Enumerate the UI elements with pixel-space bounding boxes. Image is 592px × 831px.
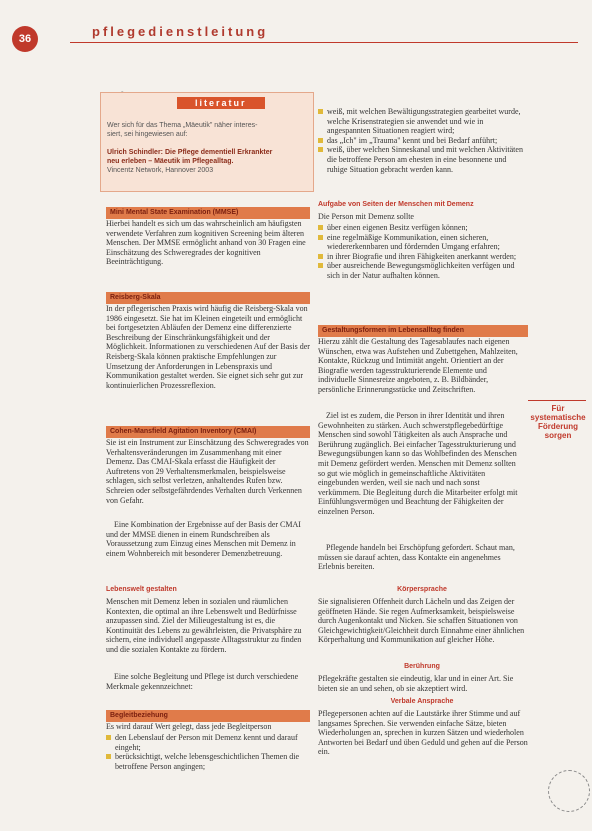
section-title: Aufgabe von Seiten der Menschen mit Demenz xyxy=(318,201,474,208)
margin-note: Für systematische Förderung sorgen xyxy=(530,404,586,440)
paragraph: Menschen mit Demenz leben in sozialen und räumlichen Kontexten, die optimal an ihre Lebenswelt und Bedürfnisse anzupassen sind. Ziel der Milieugestaltung ist es, die Kontinuität des Lebens zu gewährleisten, die Privatsphäre zu sichern, eine individuell angepasste Alltagsstruktur zu finden und die sozialen Kontakte zu fördern. xyxy=(106,597,302,654)
paragraph: Pflegekräfte gestalten sie eindeutig, klar und in einer Art. Sie bieten sie an und sehen, ob sie akzeptiert wird. xyxy=(318,674,514,693)
literature-title: literatur xyxy=(177,97,265,109)
section-title: Körpersprache xyxy=(397,586,447,593)
list-item: eine regelmäßige Kommunikation, einen sicheren, wiedererkennbaren und fördernden Umgang erfahren; xyxy=(318,233,528,252)
list-item: weiß, mit welchen Bewältigungsstrategien gearbeitet wurde, welche Krisenstrategien sie anwendet und wie in angespannten Situationen reagiert wird; xyxy=(318,107,528,136)
paragraph: Ziel ist es zudem, die Person in ihrer Identität und ihren Gewohnheiten zu stärken. Auch schwerstpflegebedürftige Menschen sind sowohl Tätigkeiten als auch Ansprache und Berührung zugänglich. Bei einfacher Tagesstrukturierung und Bewegungsübungen kann so das Wohlbefinden des Menschen mit Demenz gefördert werden. Menschen mit Demenz sollten so gut wie möglich in gemeinschaftliche Aktivitäten eingebunden werden, weil sie nach und nach sonst verkümmern. Die Begleitung durch die Mitarbeiter erfolgt mit Einfühlungsvermögen und Beachtung der Fähigkeiten der einzelnen Person. xyxy=(318,411,518,516)
library-stamp xyxy=(548,770,590,812)
paragraph: In der pflegerischen Praxis wird häufig die Reisberg-Skala von 1986 eingesetzt. Sie hat im Kleinen eingeteilt und ermöglicht bei fortgesetzten Abläufen der Demenz eine differenzierte Beschreibung der Einschränkungsfähigkeit und der Möglichkeit. Informationen zu verschiedenen Auf der Basis der Reisberg-Skala können praktische Empfehlungen zur Umsetzung der Anforderungen in Lebenspraxis und Kommunikation gestaltet werden. Sie eignet sich sehr gut zur kontinuierlichen Prozessreflexion. xyxy=(106,304,310,390)
list-item: weiß, über welchen Sinneskanal und mit welchen Aktivitäten die betroffene Person am ehesten in eine besonnene und ruhige Situation gebracht werden kann. xyxy=(318,145,528,174)
running-title: pflegedienstleitung xyxy=(92,24,269,39)
list-item: über ausreichende Bewegungsmöglichkeiten verfügen und sich in der Natur aufhalten können. xyxy=(318,261,528,280)
section-title: Lebenswelt gestalten xyxy=(106,586,177,593)
paragraph: Eine Kombination der Ergebnisse auf der Basis der CMAI und der MMSE dienen in einem Rundschreiben als Voraussetzung zum Einzug eines Menschen mit Demenz in einem Wohnbereich mit besonderer Demenzbetreuung. xyxy=(106,520,301,558)
paragraph: Hierbei handelt es sich um das wahrscheinlich am häufigsten verwendete Verfahren zum kognitiven Screening beim älteren Menschen. Der MMSE ermöglicht anhand von 30 Fragen eine Einschätzung des Schweregrades der kognitiven Beeinträchtigung. xyxy=(106,219,306,267)
page-number-badge: 36 xyxy=(12,26,38,52)
section-title: Begleitbeziehung xyxy=(106,710,310,722)
paragraph: Sie ist ein Instrument zur Einschätzung des Schweregrades von Verhaltensveränderungen im Zusammenhang mit einer Demenz. Das CMAI-Skala erfasst die Häufigkeit der Auftretens von 29 Verhaltensmerkmalen, beispielsweise schlagen, sich selbst verletzen, anhaltendes Rufen bzw. Schreien oder selbstgefährdendes Verhalten durch Verkennen von Gefahr. xyxy=(106,438,309,505)
list-item: über einen eigenen Besitz verfügen können; xyxy=(318,223,528,233)
section-title: Verbale Ansprache xyxy=(390,698,454,705)
paragraph: Pflegepersonen achten auf die Lautstärke ihrer Stimme und auf langsames Sprechen. Sie verwenden einfache Sätze, bieten Wiederholungen an, sprechen in kurzen Sätzen und wiederholen Antworten bei Bedarf und üben Geduld und gehen auf die Person ein. xyxy=(318,709,528,757)
list-item: berücksichtigt, welche lebensgeschichtlichen Themen die betroffene Person angingen; xyxy=(106,752,310,771)
bullet-list xyxy=(318,107,528,174)
paragraph: Eine solche Begleitung und Pflege ist durch verschiedene Merkmale gekennzeichnet: xyxy=(106,672,299,691)
header-divider xyxy=(70,42,578,43)
margin-note-rule xyxy=(528,400,586,401)
paragraph: Pflegende handeln bei Erschöpfung gefordert. Schaut man, müssen sie darauf achten, dass Kontakte ein angenehmes Erlebnis bereiten. xyxy=(318,543,515,572)
list-item: in ihrer Biografie und ihren Fähigkeiten anerkannt werden; xyxy=(318,252,528,262)
section-title: Berührung xyxy=(404,663,440,670)
section-title: Mini Mental State Examination (MMSE) xyxy=(106,207,310,219)
literature-line: Ulrich Schindler: Die Pflege dementiell Erkrankter xyxy=(107,149,273,156)
section-title: Gestaltungsformen im Lebensalltag finden xyxy=(318,325,528,337)
paragraph: Es wird darauf Wert gelegt, dass jede Begleitperson xyxy=(106,722,272,731)
section-title: Reisberg-Skala xyxy=(106,292,310,304)
literature-box xyxy=(100,92,314,192)
paragraph: Die Person mit Demenz sollte xyxy=(318,212,414,221)
literature-line: neu erleben – Mäeutik im Pflegealltag. xyxy=(107,158,234,165)
section-title: Cohen-Mansfield Agitation Inventory (CMAI) xyxy=(106,426,310,438)
list-item: den Lebenslauf der Person mit Demenz kennt und darauf eingeht; xyxy=(106,733,310,752)
literature-line: Vincentz Network, Hannover 2003 xyxy=(107,167,214,174)
bullet-list xyxy=(106,733,310,771)
paragraph: Hierzu zählt die Gestaltung des Tagesablaufes nach eigenen Wünschen, etwa was Aufstehen und Zubettgehen, Mahlzeiten, Kontakte, Rückzug und Intimität angeht. Orientiert an der Biografie werden tagesstrukturierende Elemente und individuelle Sinnesreize angeboten, z. B. Bildbänder, persönliche Erinnerungsstücke und Zeitschriften. xyxy=(318,337,518,394)
literature-line: Wer sich für das Thema „Mäeutik" näher interes- xyxy=(107,122,258,129)
list-item: das „Ich" im „Trauma" kennt und bei Bedarf anführt; xyxy=(318,136,528,146)
paragraph: Sie signalisieren Offenheit durch Lächeln und das Zeigen der geöffneten Hände. Sie regen Aufmerksamkeit, beispielsweise durch Augenkontakt und Nicken. Sie schaffen Situationen von Gleichgewichtigkeit/Gleichheit durch Einnahme einer ähnlichen Körperhaltung und Kommunikation auf gleicher Höhe. xyxy=(318,597,525,645)
bullet-list xyxy=(318,223,528,281)
literature-line: siert, sei hingewiesen auf: xyxy=(107,131,188,138)
